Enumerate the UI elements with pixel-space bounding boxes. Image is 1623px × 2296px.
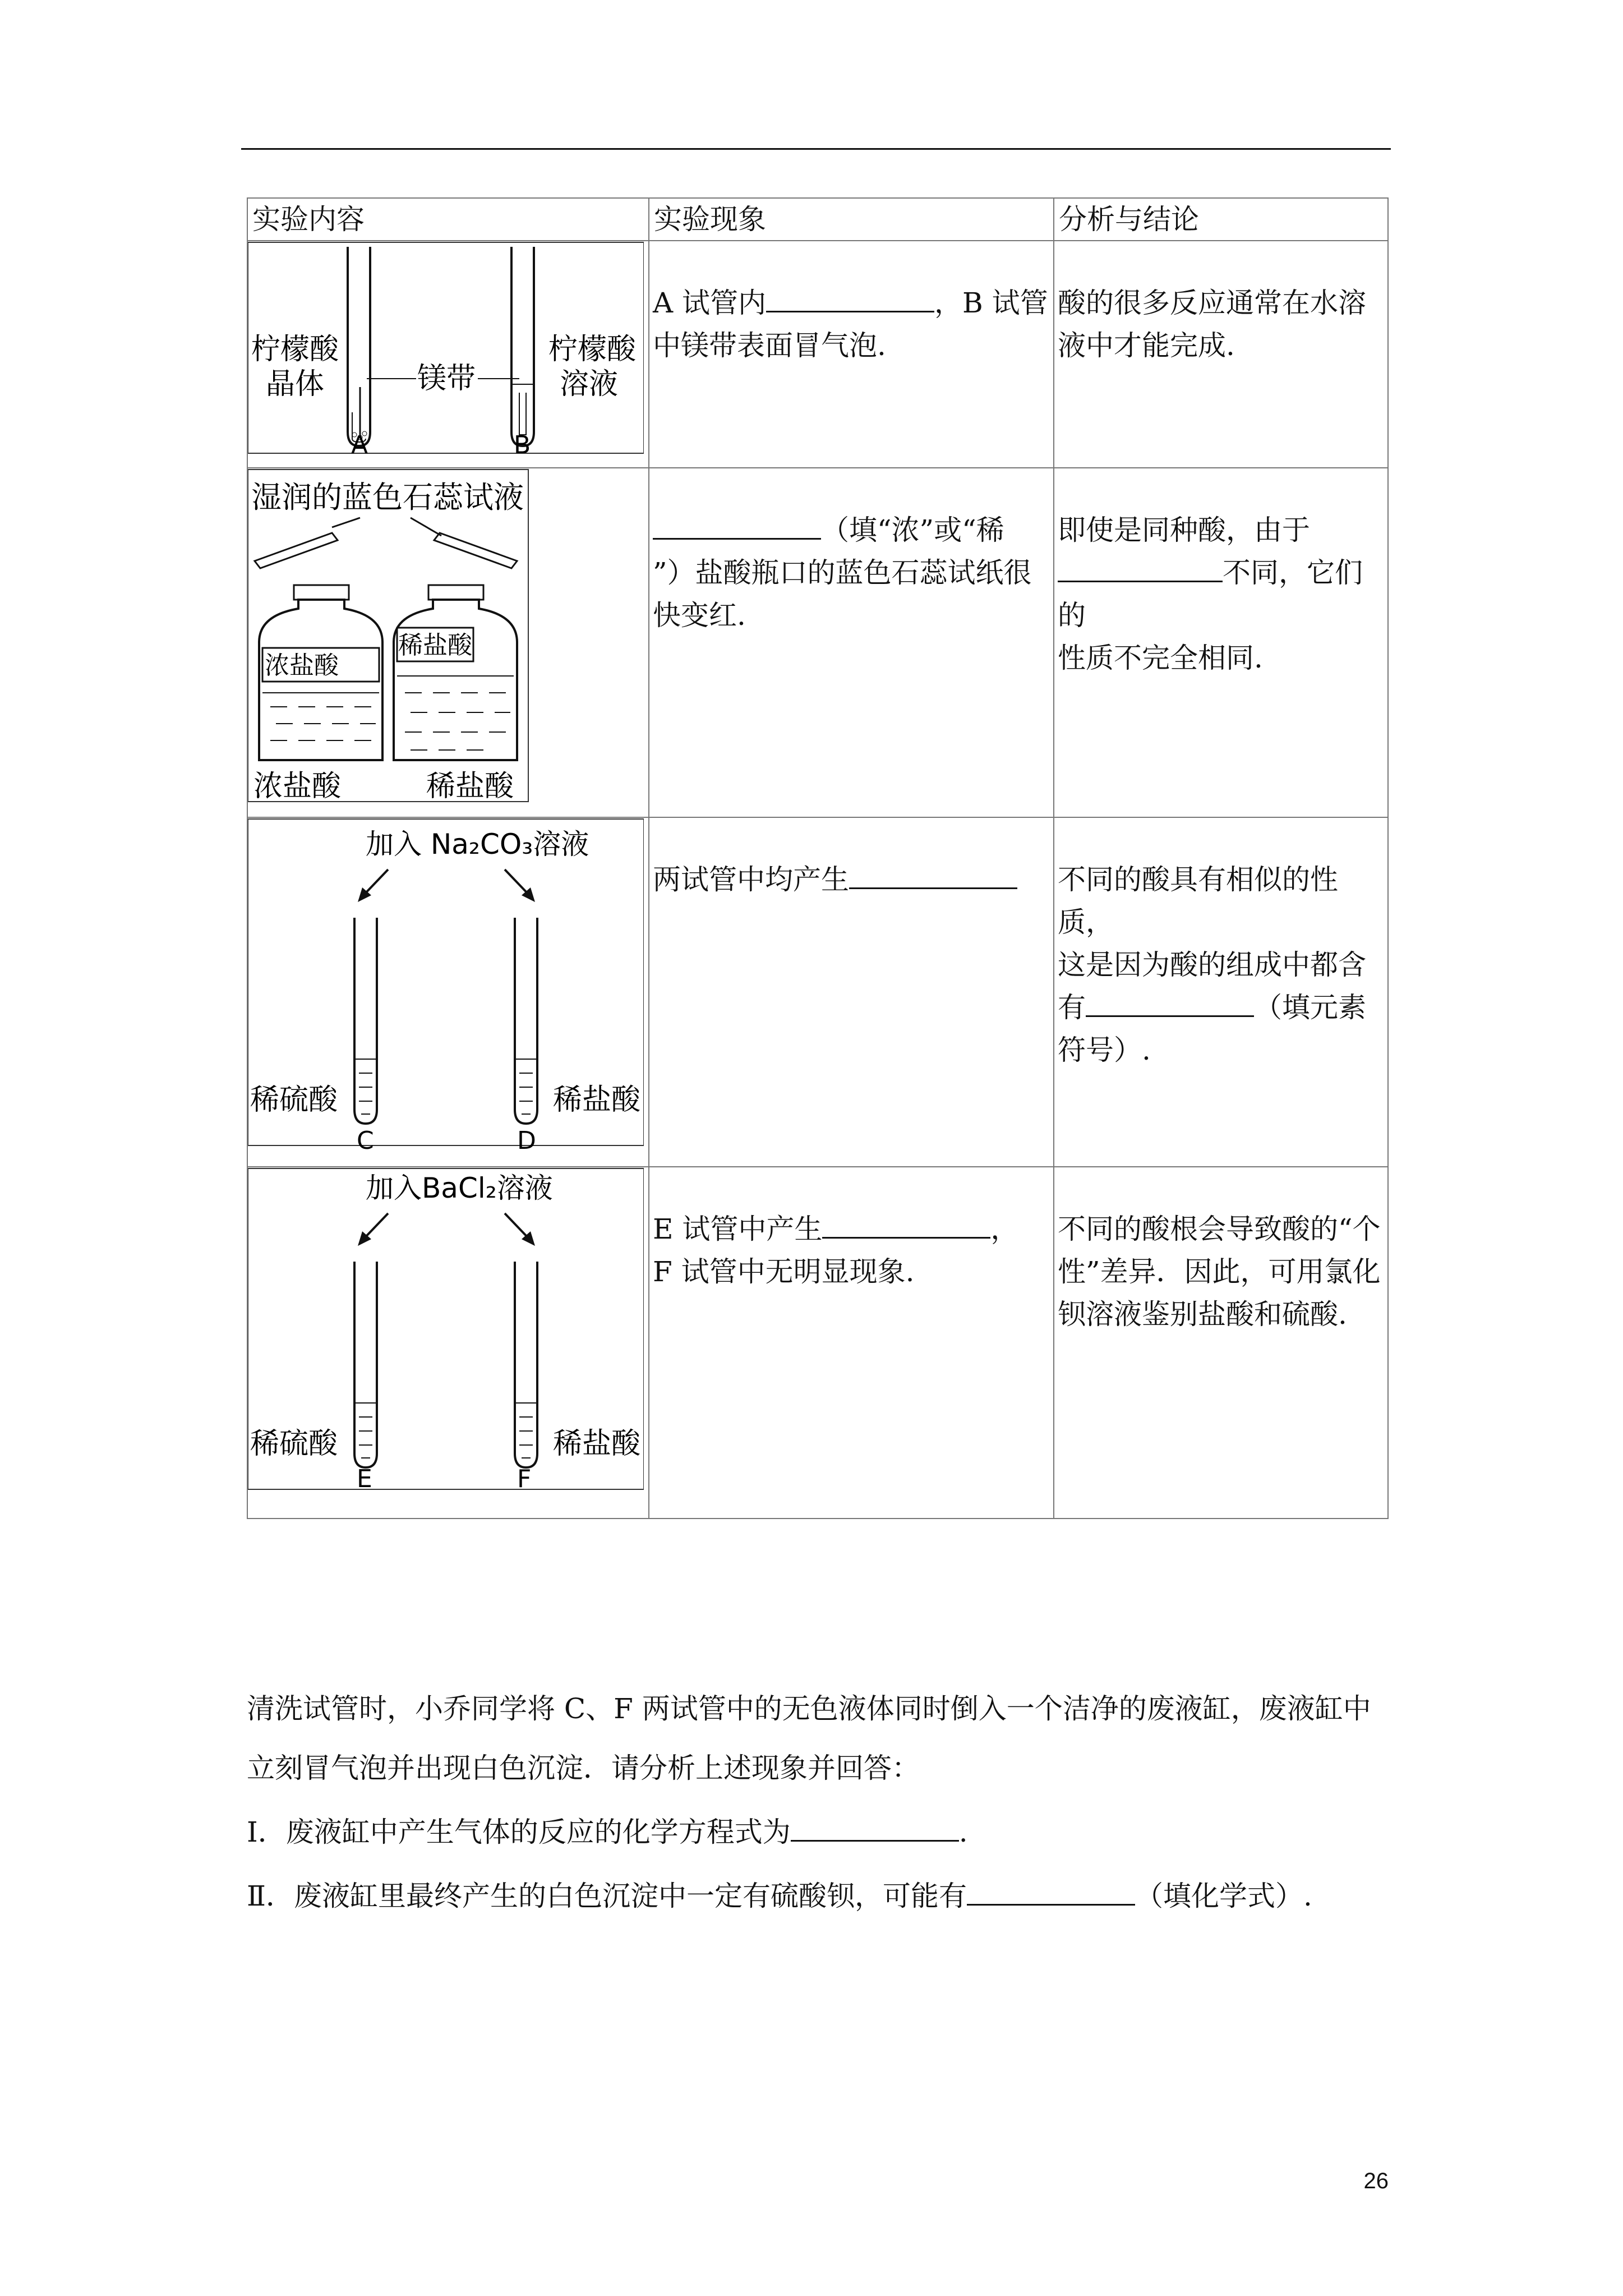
text: ”）盐酸瓶口的蓝色石蕊试纸很	[653, 556, 1032, 589]
text: 钡溶液鉴别盐酸和硫酸.	[1058, 1298, 1347, 1331]
text: 即使是同种酸，由于	[1058, 514, 1310, 546]
text: 中镁带表面冒气泡.	[653, 329, 886, 362]
table-row	[247, 1167, 1388, 1519]
bottle-label-dilute: 稀盐酸	[398, 631, 472, 660]
text: 性”差异．因此，可用氯化	[1058, 1255, 1381, 1288]
text: E 试管中产生	[653, 1213, 823, 1245]
header-conclusion: 分析与结论	[1054, 198, 1388, 241]
label-wet-litmus: 湿润的蓝色石蕊试液	[251, 480, 524, 515]
label-tube-c: C	[357, 1126, 374, 1154]
label-add-bacl2: 加入BaCl₂溶液	[366, 1172, 553, 1204]
experiment-table	[247, 197, 1389, 1519]
text: 两试管中均产生	[653, 863, 849, 896]
text: A 试管内	[653, 287, 767, 319]
bottle-label-concentrated: 浓盐酸	[265, 651, 339, 680]
answer-blank[interactable]	[967, 1875, 1135, 1906]
label-dilute-hcl: 稀盐酸	[553, 1083, 641, 1117]
table-row	[247, 817, 1388, 1167]
magnesium-test-tube-figure	[248, 241, 644, 455]
conclusion-cell	[1054, 241, 1388, 468]
label-citric-crystal-1: 柠檬酸	[251, 333, 339, 366]
answer-blank[interactable]	[849, 858, 1017, 889]
table-header-row	[247, 198, 1388, 241]
figure-cell	[247, 817, 649, 1167]
label-dilute-h2so4: 稀硫酸	[250, 1427, 338, 1461]
label-magnesium-ribbon: 镁带	[417, 362, 476, 395]
text: .	[958, 1816, 968, 1848]
hydrochloric-acid-bottles-figure	[248, 468, 644, 805]
intro-line-2: 立刻冒气泡并出现白色沉淀．请分析上述现象并回答：	[247, 1752, 920, 1784]
answer-blank[interactable]	[791, 1811, 959, 1842]
text: 不同的酸根会导致酸的“个	[1058, 1213, 1381, 1245]
phenomenon-cell	[649, 468, 1054, 817]
label-citric-solution-1: 柠檬酸	[548, 333, 637, 366]
question-1	[247, 1810, 968, 1855]
figure-cell	[247, 241, 649, 468]
text: Ⅱ．废液缸里最终产生的白色沉淀中一定有硫酸钡，可能有	[247, 1880, 967, 1912]
conclusion-cell	[1054, 1167, 1388, 1519]
header-rule	[241, 148, 1391, 150]
text: 不同的酸具有相似的性质，	[1058, 863, 1338, 938]
text: ，B 试管	[934, 287, 1048, 319]
barium-chloride-test-figure	[248, 1167, 644, 1506]
caption-concentrated-hcl: 浓盐酸	[253, 770, 342, 803]
table-row	[247, 241, 1388, 468]
table-row	[247, 468, 1388, 817]
text: （填“浓”或“稀	[821, 514, 1004, 546]
header-phenomenon: 实验现象	[649, 198, 1054, 241]
text: （填元素	[1254, 991, 1366, 1024]
sodium-carbonate-test-figure	[248, 818, 644, 1154]
text: 液中才能完成.	[1058, 329, 1235, 362]
answer-blank[interactable]	[822, 1208, 990, 1239]
answer-blank[interactable]	[1086, 986, 1254, 1017]
conclusion-cell	[1054, 817, 1388, 1167]
phenomenon-cell	[649, 1167, 1054, 1519]
figure-cell	[247, 468, 649, 817]
text: 有	[1058, 991, 1086, 1024]
intro-line-1: 清洗试管时，小乔同学将 C、F 两试管中的无色液体同时倒入一个洁净的废液缸，废液缸中	[247, 1692, 1371, 1725]
label-citric-solution-2: 溶液	[560, 367, 619, 401]
answer-blank[interactable]	[1058, 551, 1223, 582]
label-citric-crystal-2: 晶体	[266, 367, 325, 401]
text: （填化学式）.	[1135, 1880, 1312, 1912]
answer-blank[interactable]	[766, 282, 934, 312]
page-number: 26	[1363, 2169, 1389, 2193]
text: 不同，它们的	[1058, 556, 1363, 632]
figure-cell	[247, 1167, 649, 1519]
text: 符号）.	[1058, 1034, 1151, 1066]
phenomenon-cell	[649, 241, 1054, 468]
text: 性质不完全相同.	[1058, 642, 1263, 674]
label-tube-b: B	[514, 431, 531, 455]
caption-dilute-hcl: 稀盐酸	[426, 770, 514, 803]
label-tube-e: E	[357, 1465, 372, 1493]
label-dilute-hcl: 稀盐酸	[553, 1427, 641, 1461]
conclusion-cell	[1054, 468, 1388, 817]
label-add-na2co3: 加入 Na₂CO₃溶液	[366, 828, 589, 861]
label-tube-f: F	[517, 1465, 532, 1493]
label-tube-d: D	[517, 1126, 536, 1154]
header-content: 实验内容	[247, 198, 649, 241]
answer-blank[interactable]	[653, 509, 821, 540]
text: 酸的很多反应通常在水溶	[1058, 287, 1366, 319]
label-dilute-h2so4: 稀硫酸	[250, 1083, 338, 1117]
text: ，	[990, 1213, 1019, 1245]
text: 快变红.	[653, 599, 746, 632]
label-tube-a: A	[351, 431, 368, 455]
question-2	[247, 1874, 1312, 1918]
phenomenon-cell	[649, 817, 1054, 1167]
text: 这是因为酸的组成中都含	[1058, 949, 1366, 981]
text: Ⅰ．废液缸中产生气体的反应的化学方程式为	[247, 1816, 791, 1848]
text: F 试管中无明显现象.	[653, 1255, 915, 1288]
